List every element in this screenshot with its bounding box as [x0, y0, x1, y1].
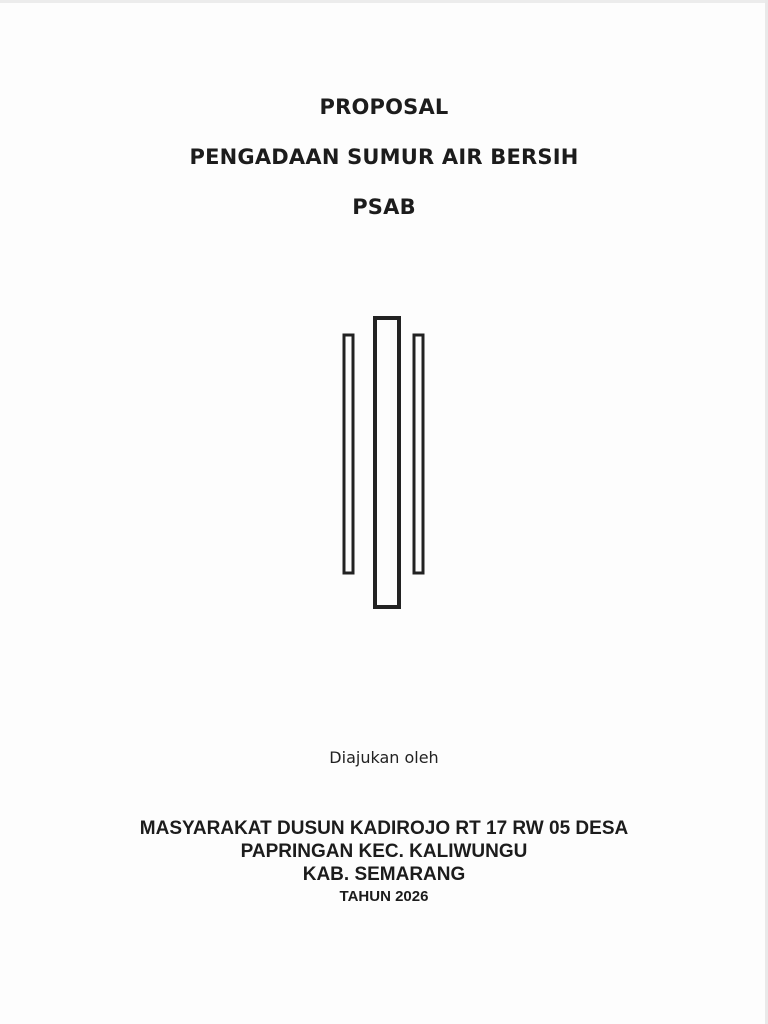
document-year: TAHUN 2026 — [339, 888, 429, 905]
document-title: PROPOSAL — [319, 95, 449, 119]
right-bar — [414, 335, 423, 573]
left-bar — [344, 335, 353, 573]
document-subtitle: PENGADAAN SUMUR AIR BERSIH — [189, 145, 579, 169]
organization-line-1: MASYARAKAT DUSUN KADIROJO RT 17 RW 05 DESA — [139, 818, 629, 839]
submitted-by-label: Diajukan oleh — [329, 748, 439, 767]
center-bar — [375, 318, 399, 607]
organization-line-2: PAPRINGAN KEC. KALIWUNGU — [240, 841, 528, 862]
document-acronym: PSAB — [352, 195, 416, 219]
organization-line-3: KAB. SEMARANG — [302, 864, 466, 885]
